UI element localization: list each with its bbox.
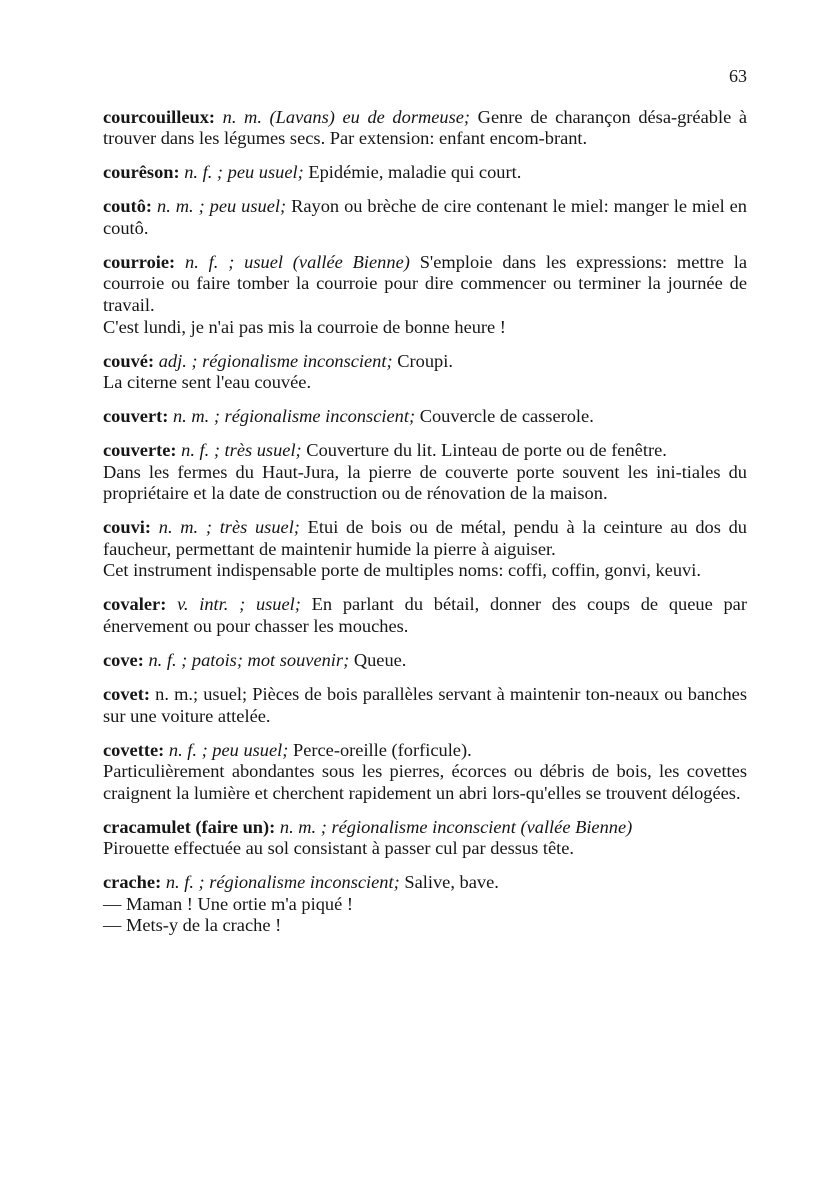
grammar-note: n. f. ; peu usuel; xyxy=(184,162,304,183)
dialogue-line: — Mets-y de la crache ! xyxy=(103,915,282,936)
grammar-note: n. m. (Lavans) eu de dormeuse; xyxy=(222,106,471,127)
entry: couvé: adj. ; régionalisme inconscient; Croupi. La citerne sent l'eau couvée. xyxy=(103,351,747,394)
example-line: Particulièrement abondantes sous les pierres, écorces ou débris de bois, les covettes craignent la lumière et cherchent rapidement un abri lors-qu'elles se trouvent délogées. xyxy=(103,761,747,803)
headword: covet xyxy=(103,683,144,704)
entry: coutô: n. m. ; peu usuel; Rayon ou brèche de cire contenant le miel: manger le miel en coutô. xyxy=(103,196,748,238)
headword: crache xyxy=(103,872,156,893)
entry: courêson: n. f. ; peu usuel; Epidémie, maladie qui court. xyxy=(103,162,522,183)
grammar-note: n. f. ; patois; mot souvenir; xyxy=(148,649,350,670)
headword: courêson xyxy=(103,162,174,183)
headword: couvé xyxy=(103,350,148,371)
grammar-note: n. m. ; très usuel; xyxy=(158,517,300,538)
entry: cracamulet (faire un): n. m. ; régionalisme inconscient (vallée Bienne) Pirouette effectuée au sol consistant à passer cul par dessus tête. xyxy=(103,817,747,860)
headword: courroie xyxy=(103,251,170,272)
headword: covaler xyxy=(103,594,161,615)
definition: Couverture du lit. Linteau de porte ou de fenêtre. xyxy=(306,440,667,461)
headword: cracamulet (faire un) xyxy=(103,816,270,837)
entry: covet: n. m.; usuel; Pièces de bois parallèles servant à maintenir ton-neaux ou banches sur une voiture attelée. xyxy=(103,683,747,726)
headword: couvert xyxy=(103,406,163,427)
entry: couverte: n. f. ; très usuel; Couverture du lit. Linteau de porte ou de fenêtre. Dans les fermes du Haut-Jura, la pierre de couverte porte souvent les ini-tiales du propriétaire et la date de construction ou de rénovation de la maison. xyxy=(103,440,747,504)
definition: Queue. xyxy=(353,649,407,670)
example-line: Dans les fermes du Haut-Jura, la pierre de couverte porte souvent les ini-tiales du propriétaire et la date de construction ou de rénovation de la maison. xyxy=(103,461,747,504)
definition: Salive, bave. xyxy=(404,872,499,893)
entry: courroie: n. f. ; usuel (vallée Bienne) S'emploie dans les expressions: mettre la courroie ou faire tomber la courroie pour dire commencer ou terminer la journée de travail. C'est lundi, je n'ai pas mis la courroie de bonne heure ! xyxy=(103,251,747,337)
definition: Epidémie, maladie qui court. xyxy=(308,162,522,183)
headword: courcouilleux xyxy=(103,106,209,127)
definition: Pirouette effectuée au sol consistant à passer cul par dessus tête. xyxy=(103,838,575,859)
grammar-note: n. m. ; régionalisme inconscient (vallée Bienne) xyxy=(279,816,633,837)
entry: covaler: v. intr. ; usuel; En parlant du bétail, donner des coups de queue par énervement ou pour chasser les mouches. xyxy=(103,594,747,636)
example-line: La citerne sent l'eau couvée. xyxy=(103,372,312,393)
page-number: 63 xyxy=(729,66,747,86)
entry: cove: n. f. ; patois; mot souvenir; Queue. xyxy=(103,649,407,670)
dictionary-page xyxy=(103,66,747,949)
example-line: Cet instrument indispensable porte de multiples noms: coffi, coffin, gonvi, keuvi. xyxy=(103,560,701,581)
grammar-note: n. m. ; peu usuel; xyxy=(157,196,287,217)
headword: cove xyxy=(103,649,138,670)
definition: Genre de charançon désa-gréable à trouver dans les légumes secs. Par extension: enfant encom-brant. xyxy=(103,106,747,149)
dialogue-line: — Maman ! Une ortie m'a piqué ! xyxy=(103,893,353,914)
grammar-note: n. f. ; peu usuel; xyxy=(168,739,289,760)
headword: covette xyxy=(103,739,159,760)
headword: coutô xyxy=(103,196,146,217)
entry: covette: n. f. ; peu usuel; Perce-oreille (forficule). Particulièrement abondantes sous les pierres, écorces ou débris de bois, les covettes craignent la lumière et cherchent rapidement un abri lors-qu'elles se trouvent délogées. xyxy=(103,739,747,803)
definition: n. m.; usuel; Pièces de bois parallèles servant à maintenir ton-neaux ou banches sur une voiture attelée. xyxy=(103,683,747,726)
definition: S'emploie dans les expressions: mettre la courroie ou faire tomber la courroie pour dire commencer ou terminer la journée de travail. xyxy=(103,251,747,315)
grammar-note: n. f. ; très usuel; xyxy=(181,440,302,461)
grammar-note: n. f. ; régionalisme inconscient; xyxy=(165,872,400,893)
grammar-note: n. m. ; régionalisme inconscient; xyxy=(172,406,416,427)
headword: couverte xyxy=(103,440,171,461)
grammar-note: adj. ; régionalisme inconscient; xyxy=(158,350,393,371)
example-line: C'est lundi, je n'ai pas mis la courroie de bonne heure ! xyxy=(103,316,506,337)
definition: Perce-oreille (forficule). xyxy=(293,739,472,760)
grammar-note: v. intr. ; usuel; xyxy=(177,594,301,615)
entry: crache: n. f. ; régionalisme inconscient; Salive, bave. — Maman ! Une ortie m'a piqué ! — Mets-y de la crache ! xyxy=(103,872,747,937)
definition: Croupi. xyxy=(397,350,453,371)
definition: Rayon ou brèche de cire contenant le miel: manger le miel en coutô. xyxy=(103,196,748,238)
headword: couvi xyxy=(103,517,145,538)
entry: couvert: n. m. ; régionalisme inconscient; Couvercle de casserole. xyxy=(103,406,594,427)
definition: Etui de bois ou de métal, pendu à la ceinture au dos du faucheur, permettant de maintenir humide la pierre à aiguiser. xyxy=(103,517,747,559)
entry: couvi: n. m. ; très usuel; Etui de bois ou de métal, pendu à la ceinture au dos du faucheur, permettant de maintenir humide la pierre à aiguiser. Cet instrument indispensable porte de multiples noms: coffi, coffin, gonvi, keuvi. xyxy=(103,517,747,581)
entry: courcouilleux: n. m. (Lavans) eu de dormeuse; Genre de charançon désa-gréable à trouver dans les légumes secs. Par extension: enfant encom-brant. xyxy=(103,106,747,149)
grammar-note: n. f. ; usuel (vallée Bienne) xyxy=(185,251,410,272)
definition: En parlant du bétail, donner des coups de queue par énervement ou pour chasser les mouches. xyxy=(103,594,747,636)
definition: Couvercle de casserole. xyxy=(419,406,594,427)
